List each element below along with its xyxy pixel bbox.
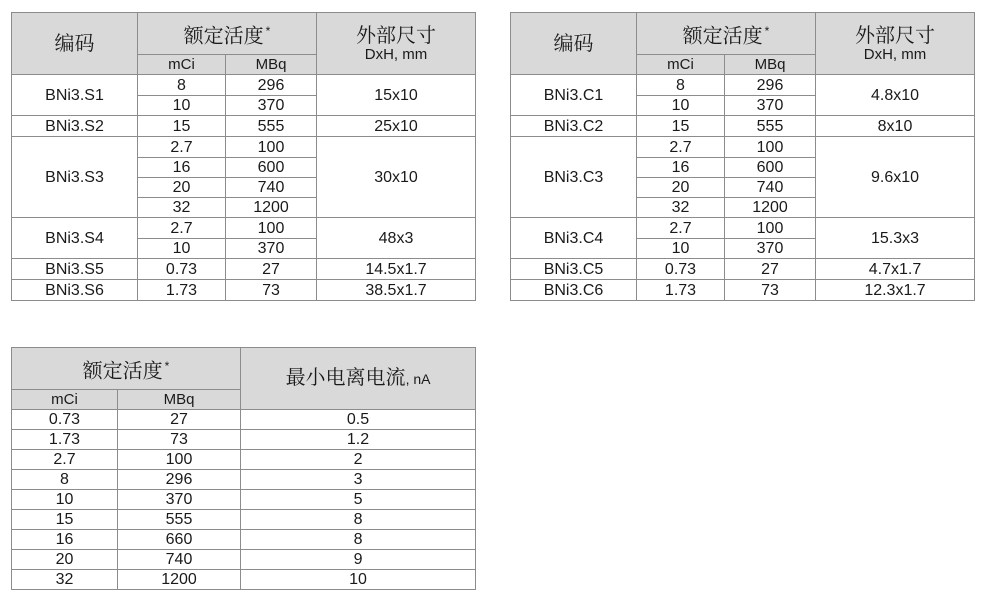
code-header: 编码: [511, 13, 637, 75]
mci-cell: 32: [12, 570, 118, 590]
size-cell: 15x10: [317, 75, 476, 116]
code-cell: BNi3.C4: [511, 218, 637, 259]
code-cell: BNi3.C3: [511, 137, 637, 218]
code-cell: BNi3.C2: [511, 116, 637, 137]
mbq-cell: 100: [226, 218, 317, 239]
mbq-cell: 370: [226, 96, 317, 116]
min-current-header: 最小电离电流, nA: [241, 348, 476, 410]
current-cell: 5: [241, 490, 476, 510]
table-row: [12, 259, 476, 280]
size-header: 外部尺寸 DxH, mm: [317, 13, 476, 75]
mbq-header: MBq: [725, 55, 816, 75]
mci-cell: 20: [12, 550, 118, 570]
size-cell: 38.5x1.7: [317, 280, 476, 301]
table-row: [511, 280, 975, 301]
ionization-current-table: [11, 347, 476, 590]
mbq-cell: 296: [725, 75, 816, 96]
mbq-cell: 370: [725, 239, 816, 259]
size-cell: 48x3: [317, 218, 476, 259]
mbq-cell: 27: [226, 259, 317, 280]
mbq-cell: 555: [118, 510, 241, 530]
code-cell: BNi3.C1: [511, 75, 637, 116]
mbq-cell: 73: [118, 430, 241, 450]
mci-cell: 15: [138, 116, 226, 137]
current-cell: 1.2: [241, 430, 476, 450]
size-cell: 12.3x1.7: [816, 280, 975, 301]
size-cell: 8x10: [816, 116, 975, 137]
size-cell: 25x10: [317, 116, 476, 137]
size-cell: 30x10: [317, 137, 476, 218]
table-row: [12, 530, 476, 550]
mbq-cell: 740: [226, 178, 317, 198]
table-row: [12, 570, 476, 590]
mbq-cell: 660: [118, 530, 241, 550]
mci-cell: 20: [637, 178, 725, 198]
mbq-cell: 1200: [226, 198, 317, 218]
mbq-header: MBq: [118, 390, 241, 410]
mci-header: mCi: [637, 55, 725, 75]
code-cell: BNi3.S5: [12, 259, 138, 280]
mbq-cell: 100: [118, 450, 241, 470]
table-row: [12, 490, 476, 510]
c-series-table: [510, 12, 975, 301]
table-row: [12, 430, 476, 450]
mci-cell: 16: [138, 158, 226, 178]
mbq-cell: 27: [118, 410, 241, 430]
mci-cell: 2.7: [637, 218, 725, 239]
mci-cell: 10: [637, 239, 725, 259]
code-cell: BNi3.C6: [511, 280, 637, 301]
mci-cell: 1.73: [637, 280, 725, 301]
mci-cell: 0.73: [138, 259, 226, 280]
code-cell: BNi3.S1: [12, 75, 138, 116]
mbq-cell: 555: [226, 116, 317, 137]
mci-cell: 10: [637, 96, 725, 116]
current-cell: 8: [241, 510, 476, 530]
size-cell: 4.8x10: [816, 75, 975, 116]
mbq-cell: 555: [725, 116, 816, 137]
mbq-cell: 73: [725, 280, 816, 301]
table-row: [511, 259, 975, 280]
mci-cell: 8: [12, 470, 118, 490]
mci-cell: 15: [12, 510, 118, 530]
table-row: [511, 116, 975, 137]
mci-cell: 20: [138, 178, 226, 198]
mci-cell: 15: [637, 116, 725, 137]
code-cell: BNi3.C5: [511, 259, 637, 280]
size-cell: 14.5x1.7: [317, 259, 476, 280]
mbq-cell: 100: [725, 137, 816, 158]
size-cell: 9.6x10: [816, 137, 975, 218]
mci-cell: 1.73: [138, 280, 226, 301]
size-header: 外部尺寸 DxH, mm: [816, 13, 975, 75]
code-cell: BNi3.S6: [12, 280, 138, 301]
mci-cell: 2.7: [138, 137, 226, 158]
mbq-cell: 1200: [725, 198, 816, 218]
mbq-cell: 740: [118, 550, 241, 570]
mbq-cell: 370: [118, 490, 241, 510]
mci-header: mCi: [12, 390, 118, 410]
current-cell: 9: [241, 550, 476, 570]
mci-cell: 2.7: [12, 450, 118, 470]
mci-cell: 16: [637, 158, 725, 178]
table-row: [12, 75, 476, 96]
mci-cell: 10: [138, 96, 226, 116]
mbq-cell: 100: [226, 137, 317, 158]
table-row: [12, 470, 476, 490]
mbq-cell: 100: [725, 218, 816, 239]
mbq-header: MBq: [226, 55, 317, 75]
activity-header: 额定活度 *: [138, 13, 317, 55]
mbq-cell: 27: [725, 259, 816, 280]
mci-cell: 2.7: [138, 218, 226, 239]
mci-cell: 0.73: [12, 410, 118, 430]
table-row: [12, 550, 476, 570]
code-header: 编码: [12, 13, 138, 75]
activity-header: 额定活度 *: [637, 13, 816, 55]
activity-header: 额定活度 *: [12, 348, 241, 390]
mbq-cell: 1200: [118, 570, 241, 590]
current-cell: 10: [241, 570, 476, 590]
table-row: [511, 75, 975, 96]
table-row: [12, 137, 476, 158]
mbq-cell: 296: [226, 75, 317, 96]
table-row: [12, 116, 476, 137]
code-cell: BNi3.S4: [12, 218, 138, 259]
mci-cell: 8: [138, 75, 226, 96]
mci-cell: 16: [12, 530, 118, 550]
size-cell: 4.7x1.7: [816, 259, 975, 280]
mbq-cell: 740: [725, 178, 816, 198]
mci-cell: 0.73: [637, 259, 725, 280]
code-cell: BNi3.S2: [12, 116, 138, 137]
current-cell: 8: [241, 530, 476, 550]
mci-cell: 10: [138, 239, 226, 259]
table-row: [511, 218, 975, 239]
mci-cell: 1.73: [12, 430, 118, 450]
s-series-table: [11, 12, 476, 301]
mbq-cell: 600: [725, 158, 816, 178]
size-cell: 15.3x3: [816, 218, 975, 259]
table-row: [12, 450, 476, 470]
mci-cell: 8: [637, 75, 725, 96]
table-row: [12, 280, 476, 301]
table-row: [12, 510, 476, 530]
mci-cell: 32: [637, 198, 725, 218]
current-cell: 3: [241, 470, 476, 490]
mbq-cell: 296: [118, 470, 241, 490]
mbq-cell: 73: [226, 280, 317, 301]
mbq-cell: 600: [226, 158, 317, 178]
mci-cell: 10: [12, 490, 118, 510]
table-row: [12, 218, 476, 239]
code-cell: BNi3.S3: [12, 137, 138, 218]
mci-cell: 2.7: [637, 137, 725, 158]
mbq-cell: 370: [226, 239, 317, 259]
table-row: [12, 410, 476, 430]
current-cell: 2: [241, 450, 476, 470]
current-cell: 0.5: [241, 410, 476, 430]
mbq-cell: 370: [725, 96, 816, 116]
mci-cell: 32: [138, 198, 226, 218]
table-row: [511, 137, 975, 158]
mci-header: mCi: [138, 55, 226, 75]
